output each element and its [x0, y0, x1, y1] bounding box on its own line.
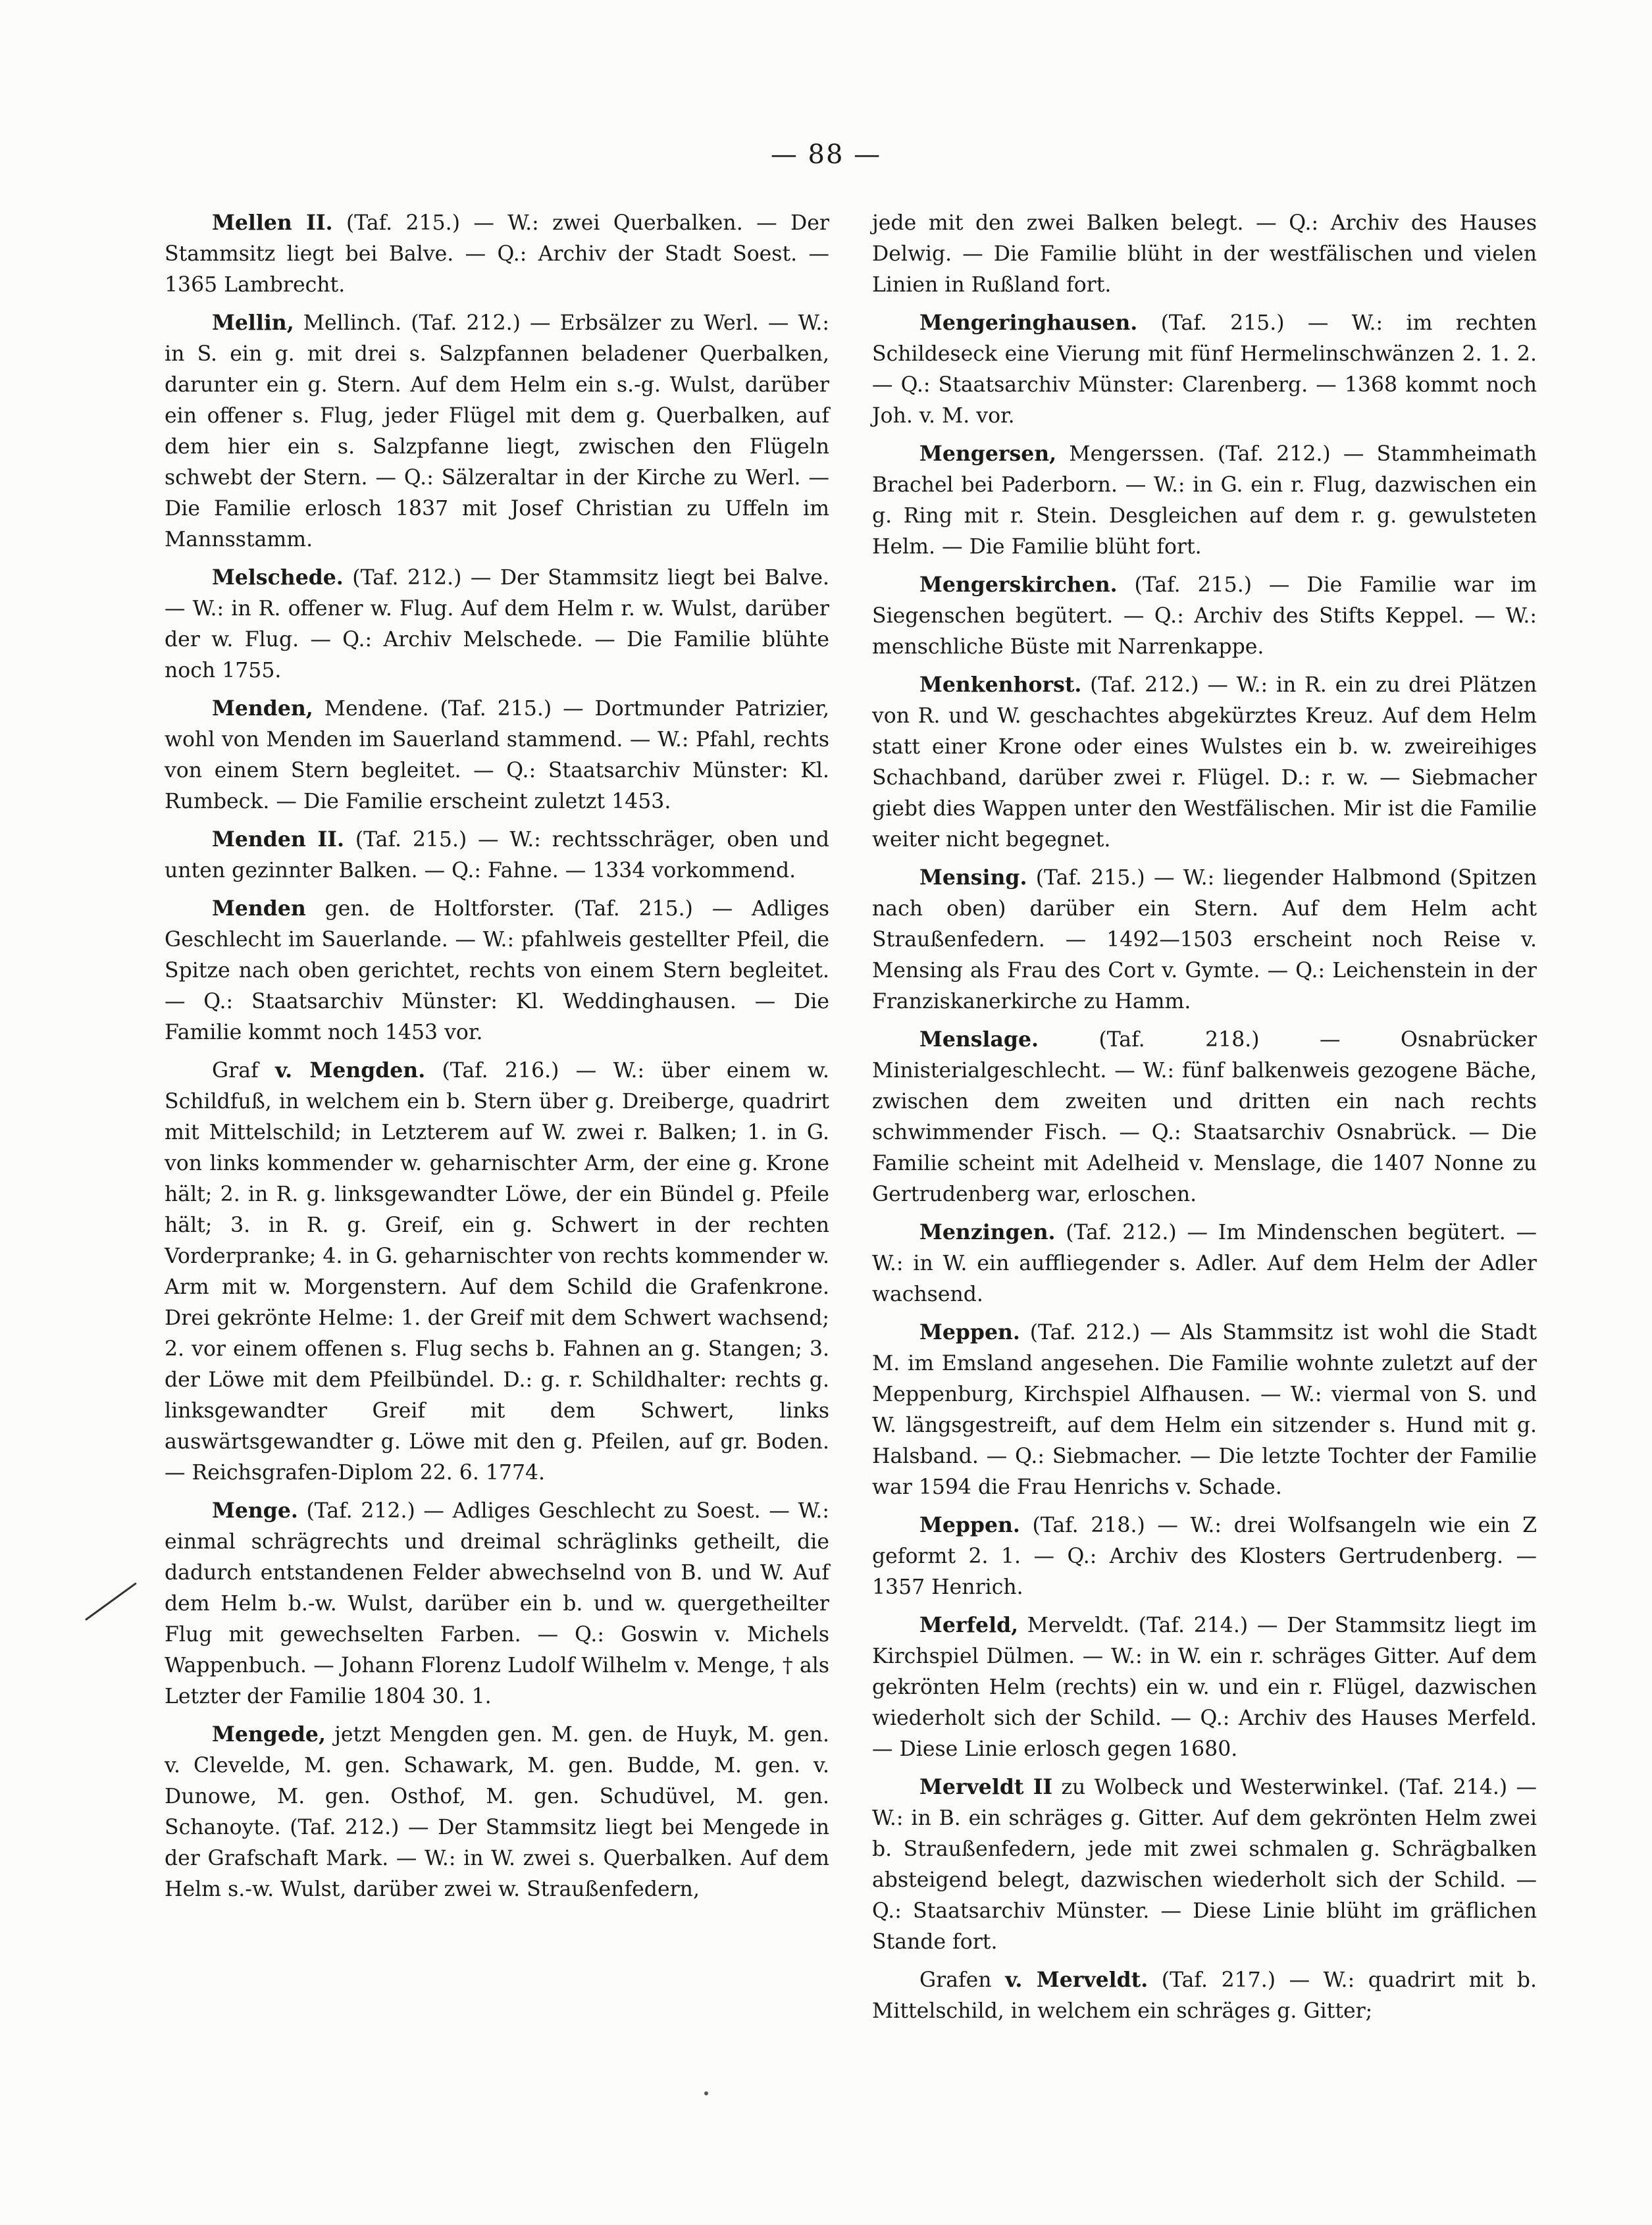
- lexicon-entry: [872, 669, 1537, 856]
- entry-headword: Menden: [212, 896, 306, 921]
- entry-headword: Menzingen.: [919, 1220, 1056, 1244]
- lexicon-entry: [872, 1964, 1537, 2027]
- entry-text: (Taf. 218.) — W.: drei Wolfsangeln wie ein Z geformt 2. 1. — Q.: Archiv des Klosters Gertrudenberg. — 1357 Henrich.: [872, 1514, 1537, 1599]
- entry-headword: Mellen II.: [212, 211, 333, 235]
- entry-text: Merveldt. (Taf. 214.) — Der Stammsitz liegt im Kirchspiel Dülmen. — W.: in W. ein r. schräges Gitter. Auf dem gekrönten Helm (rechts) ein w. und ein r. Flügel, dazwischen wiederholt sich der Schild. — Q.: Archiv des Hauses Merfeld. — Diese Linie erlosch gegen 1680.: [872, 1614, 1537, 1761]
- lexicon-entry: [872, 1317, 1537, 1503]
- lexicon-entry: [872, 207, 1537, 301]
- page-number: — 88 —: [770, 140, 882, 170]
- entry-text: jetzt Mengden gen. M. gen. de Huyk, M. gen. v. Clevelde, M. gen. Schawark, M. gen. Budde, M. gen. v. Dunowe, M. gen. Osthof, M. gen. Schudüvel, M. gen. Schanoyte. (Taf. 212.) — Der Stammsitz liegt bei Mengede in der Grafschaft Mark. — W.: in W. zwei s. Querbalken. Auf dem Helm s.-w. Wulst, darüber zwei w. Straußenfedern,: [165, 1723, 829, 1901]
- lexicon-entry: [165, 893, 829, 1048]
- entry-headword: Menge.: [212, 1498, 298, 1523]
- entry-text: jede mit den zwei Balken belegt. — Q.: Archiv des Hauses Delwig. — Die Familie blüht in der westfälischen und vielen Linien in Rußland fort.: [872, 211, 1537, 297]
- entry-headword: Meppen.: [919, 1513, 1020, 1537]
- entry-text: gen. de Holtforster. (Taf. 215.) — Adliges Geschlecht im Sauerlande. — W.: pfahlweis gestellter Pfeil, die Spitze nach oben gerichtet, rechts von einem Stern begleitet. — Q.: Staatsarchiv Münster: Kl. Weddinghausen. — Die Familie kommt noch 1453 vor.: [165, 897, 829, 1044]
- lexicon-entry: [872, 438, 1537, 563]
- entry-text: Mengerssen. (Taf. 212.) — Stammheimath Brachel bei Paderborn. — W.: in G. ein r. Flug, dazwischen ein g. Ring mit r. Stein. Desgleichen auf dem r. g. gewulsteten Helm. — Die Familie blüht fort.: [872, 442, 1537, 559]
- entry-text: (Taf. 212.) — W.: in R. ein zu drei Plätzen von R. und W. geschachtes abgekürztes Kreuz. Auf dem Helm statt einer Krone oder eines Wulstes ein b. w. zweireihiges Schachband, darüber zwei r. Flügel. D.: r. w. — Siebmacher giebt dies Wappen unter den Westfälischen. Mir ist die Familie weiter nicht begegnet.: [872, 673, 1537, 852]
- entry-text: (Taf. 215.) — Die Familie war im Siegenschen begütert. — Q.: Archiv des Stifts Keppel. — W.: menschliche Büste mit Narrenkappe.: [872, 573, 1537, 659]
- entry-text: (Taf. 215.) — W.: liegender Halbmond (Spitzen nach oben) darüber ein Stern. Auf dem Helm acht Straußenfedern. — 1492—1503 erscheint noch Reise v. Mensing als Frau des Cort v. Gymte. — Q.: Leichenstein in der Franziskanerkirche zu Hamm.: [872, 866, 1537, 1013]
- entry-headword: Menden II.: [212, 827, 344, 852]
- entry-headword: Mengersen,: [919, 442, 1057, 466]
- entry-text: zu Wolbeck und Westerwinkel. (Taf. 214.) — W.: in B. ein schräges g. Gitter. Auf dem gekrönten Helm zwei b. Straußenfedern, jede mit zwei schmalen g. Schrägbalken absteigend belegt, dazwischen wiederholt sich der Schild. — Q.: Staatsarchiv Münster. — Diese Linie blüht im gräflichen Stande fort.: [872, 1776, 1537, 1954]
- left-column: [165, 207, 829, 1912]
- margin-dot-mark: [704, 2091, 708, 2095]
- lexicon-entry: [165, 693, 829, 817]
- lexicon-entry: [872, 1610, 1537, 1765]
- entry-headword: Merveldt II: [919, 1775, 1053, 1799]
- lexicon-entry: [165, 307, 829, 555]
- margin-pencil-mark: [85, 1582, 137, 1620]
- entry-headword: Mengeringhausen.: [919, 311, 1138, 335]
- entry-text: (Taf. 217.) — W.: quadrirt mit b. Mittelschild, in welchem ein schräges g. Gitter;: [872, 1968, 1537, 2023]
- entry-headword: v. Mengden.: [275, 1058, 426, 1083]
- entry-headword: Menkenhorst.: [919, 673, 1082, 697]
- entry-headword: Mensing.: [919, 865, 1027, 890]
- entry-text: (Taf. 216.) — W.: über einem w. Schildfuß, in welchem ein b. Stern über g. Dreiberge, quadrirt mit Mittelschild; in Letzterem auf W. zwei r. Balken; 1. in G. von links kommender w. geharnischter Arm, der eine g. Krone hält; 2. in R. g. linksgewandter Löwe, der ein Bündel g. Pfeile hält; 3. in R. g. Greif, ein g. Schwert in der rechten Vorderpranke; 4. in G. geharnischter von rechts kommender w. Arm mit w. Morgenstern. Auf dem Schild die Grafenkrone. Drei gekrönte Helme: 1. der Greif mit dem Schwert wachsend; 2. vor einem offenen s. Flug sechs b. Fahnen an g. Stangen; 3. der Löwe mit dem Pfeilbündel. D.: g. r. Schildhalter: rechts g. linksgewandter Greif mit dem Schwert, links auswärtsgewandter g. Löwe mit den g. Pfeilen, auf gr. Boden. — Reichsgrafen-Diplom 22. 6. 1774.: [165, 1059, 830, 1485]
- entry-text: (Taf. 212.) — Adliges Geschlecht zu Soest. — W.: einmal schrägrechts und dreimal schräglinks getheilt, die dadurch entstandenen Felder abwechselnd von B. und W. Auf dem Helm b.-w. Wulst, darüber ein b. und w. quergetheilter Flug mit gewechselten Farben. — Q.: Goswin v. Michels Wappenbuch. — Johann Florenz Ludolf Wilhelm v. Menge, † als Letzter der Familie 1804 30. 1.: [165, 1499, 829, 1708]
- entry-text: Mendene. (Taf. 215.) — Dortmunder Patrizier, wohl von Menden im Sauerland stammend. — W.: Pfahl, rechts von einem Stern begleitet. — Q.: Staatsarchiv Münster: Kl. Rumbeck. — Die Familie erscheint zuletzt 1453.: [165, 697, 829, 813]
- lexicon-entry: [165, 207, 829, 301]
- entry-text: (Taf. 215.) — W.: im rechten Schildeseck eine Vierung mit fünf Hermelinschwänzen 2. 1. 2. — Q.: Staatsarchiv Münster: Clarenberg. — 1368 kommt noch Joh. v. M. vor.: [872, 311, 1537, 428]
- entry-text: (Taf. 218.) — Osnabrücker Ministerialgeschlecht. — W.: fünf balkenweis gezogene Bäche, zwischen dem zweiten und dritten ein nach rechts schwimmender Fisch. — Q.: Staatsarchiv Osnabrück. — Die Familie scheint mit Adelheid v. Menslage, die 1407 Nonne zu Gertrudenberg war, erloschen.: [872, 1028, 1537, 1206]
- entry-headword: Meppen.: [919, 1320, 1020, 1344]
- lexicon-entry: [872, 1772, 1537, 1958]
- lexicon-entry: [165, 1719, 829, 1905]
- entry-text: (Taf. 212.) — Als Stammsitz ist wohl die Stadt M. im Emsland angesehen. Die Familie wohnte zuletzt auf der Meppenburg, Kirchspiel Alfhausen. — W.: viermal von S. und W. längsgestreift, auf dem Helm ein sitzender s. Hund mit g. Halsband. — Q.: Siebmacher. — Die letzte Tochter der Familie war 1594 die Frau Henrichs v. Schade.: [872, 1321, 1537, 1499]
- entry-text: (Taf. 215.) — W.: zwei Querbalken. — Der Stammsitz liegt bei Balve. — Q.: Archiv der Stadt Soest. — 1365 Lambrecht.: [165, 211, 829, 297]
- entry-headword: Menslage.: [919, 1027, 1039, 1052]
- entry-headword: v. Merveldt.: [1005, 1968, 1149, 1992]
- entry-prefix: Graf: [212, 1059, 275, 1083]
- lexicon-entry: [165, 1495, 829, 1712]
- entry-headword: Melschede.: [212, 565, 344, 590]
- right-column: [872, 207, 1537, 2033]
- entry-headword: Menden,: [212, 696, 313, 721]
- lexicon-entry: [872, 307, 1537, 432]
- lexicon-entry: [165, 824, 829, 886]
- entry-headword: Mengerskirchen.: [919, 573, 1118, 597]
- entry-text: (Taf. 215.) — W.: rechtsschräger, oben und unten gezinnter Balken. — Q.: Fahne. — 1334 vorkommend.: [165, 828, 829, 882]
- lexicon-entry: [872, 1510, 1537, 1603]
- entry-headword: Mengede,: [212, 1722, 326, 1747]
- entry-text: Mellinch. (Taf. 212.) — Erbsälzer zu Werl. — W.: in S. ein g. mit drei s. Salzpfannen beladener Querbalken, darunter ein g. Stern. Auf dem Helm ein s.-g. Wulst, darüber ein offener s. Flug, jeder Flügel mit dem g. Querbalken, auf dem hier ein s. Salzpfanne liegt, zwischen den Flügeln schwebt der Stern. — Q.: Sälzeraltar in der Kirche zu Werl. — Die Familie erlosch 1837 mit Josef Christian zu Uffeln im Mannsstamm.: [165, 311, 829, 551]
- lexicon-entry: [165, 1055, 829, 1489]
- entry-text: (Taf. 212.) — Der Stammsitz liegt bei Balve. — W.: in R. offener w. Flug. Auf dem Helm r. w. Wulst, darüber der w. Flug. — Q.: Archiv Melschede. — Die Familie blühte noch 1755.: [165, 566, 829, 682]
- entry-headword: Mellin,: [212, 311, 294, 335]
- lexicon-entry: [165, 562, 829, 686]
- entry-headword: Merfeld,: [919, 1613, 1019, 1637]
- entry-text: (Taf. 212.) — Im Mindenschen begütert. — W.: in W. ein auffliegender s. Adler. Auf dem Helm der Adler wachsend.: [872, 1221, 1537, 1306]
- lexicon-entry: [872, 1217, 1537, 1310]
- entry-prefix: Grafen: [919, 1968, 1006, 1992]
- lexicon-entry: [872, 1024, 1537, 1210]
- lexicon-entry: [872, 862, 1537, 1017]
- lexicon-entry: [872, 569, 1537, 663]
